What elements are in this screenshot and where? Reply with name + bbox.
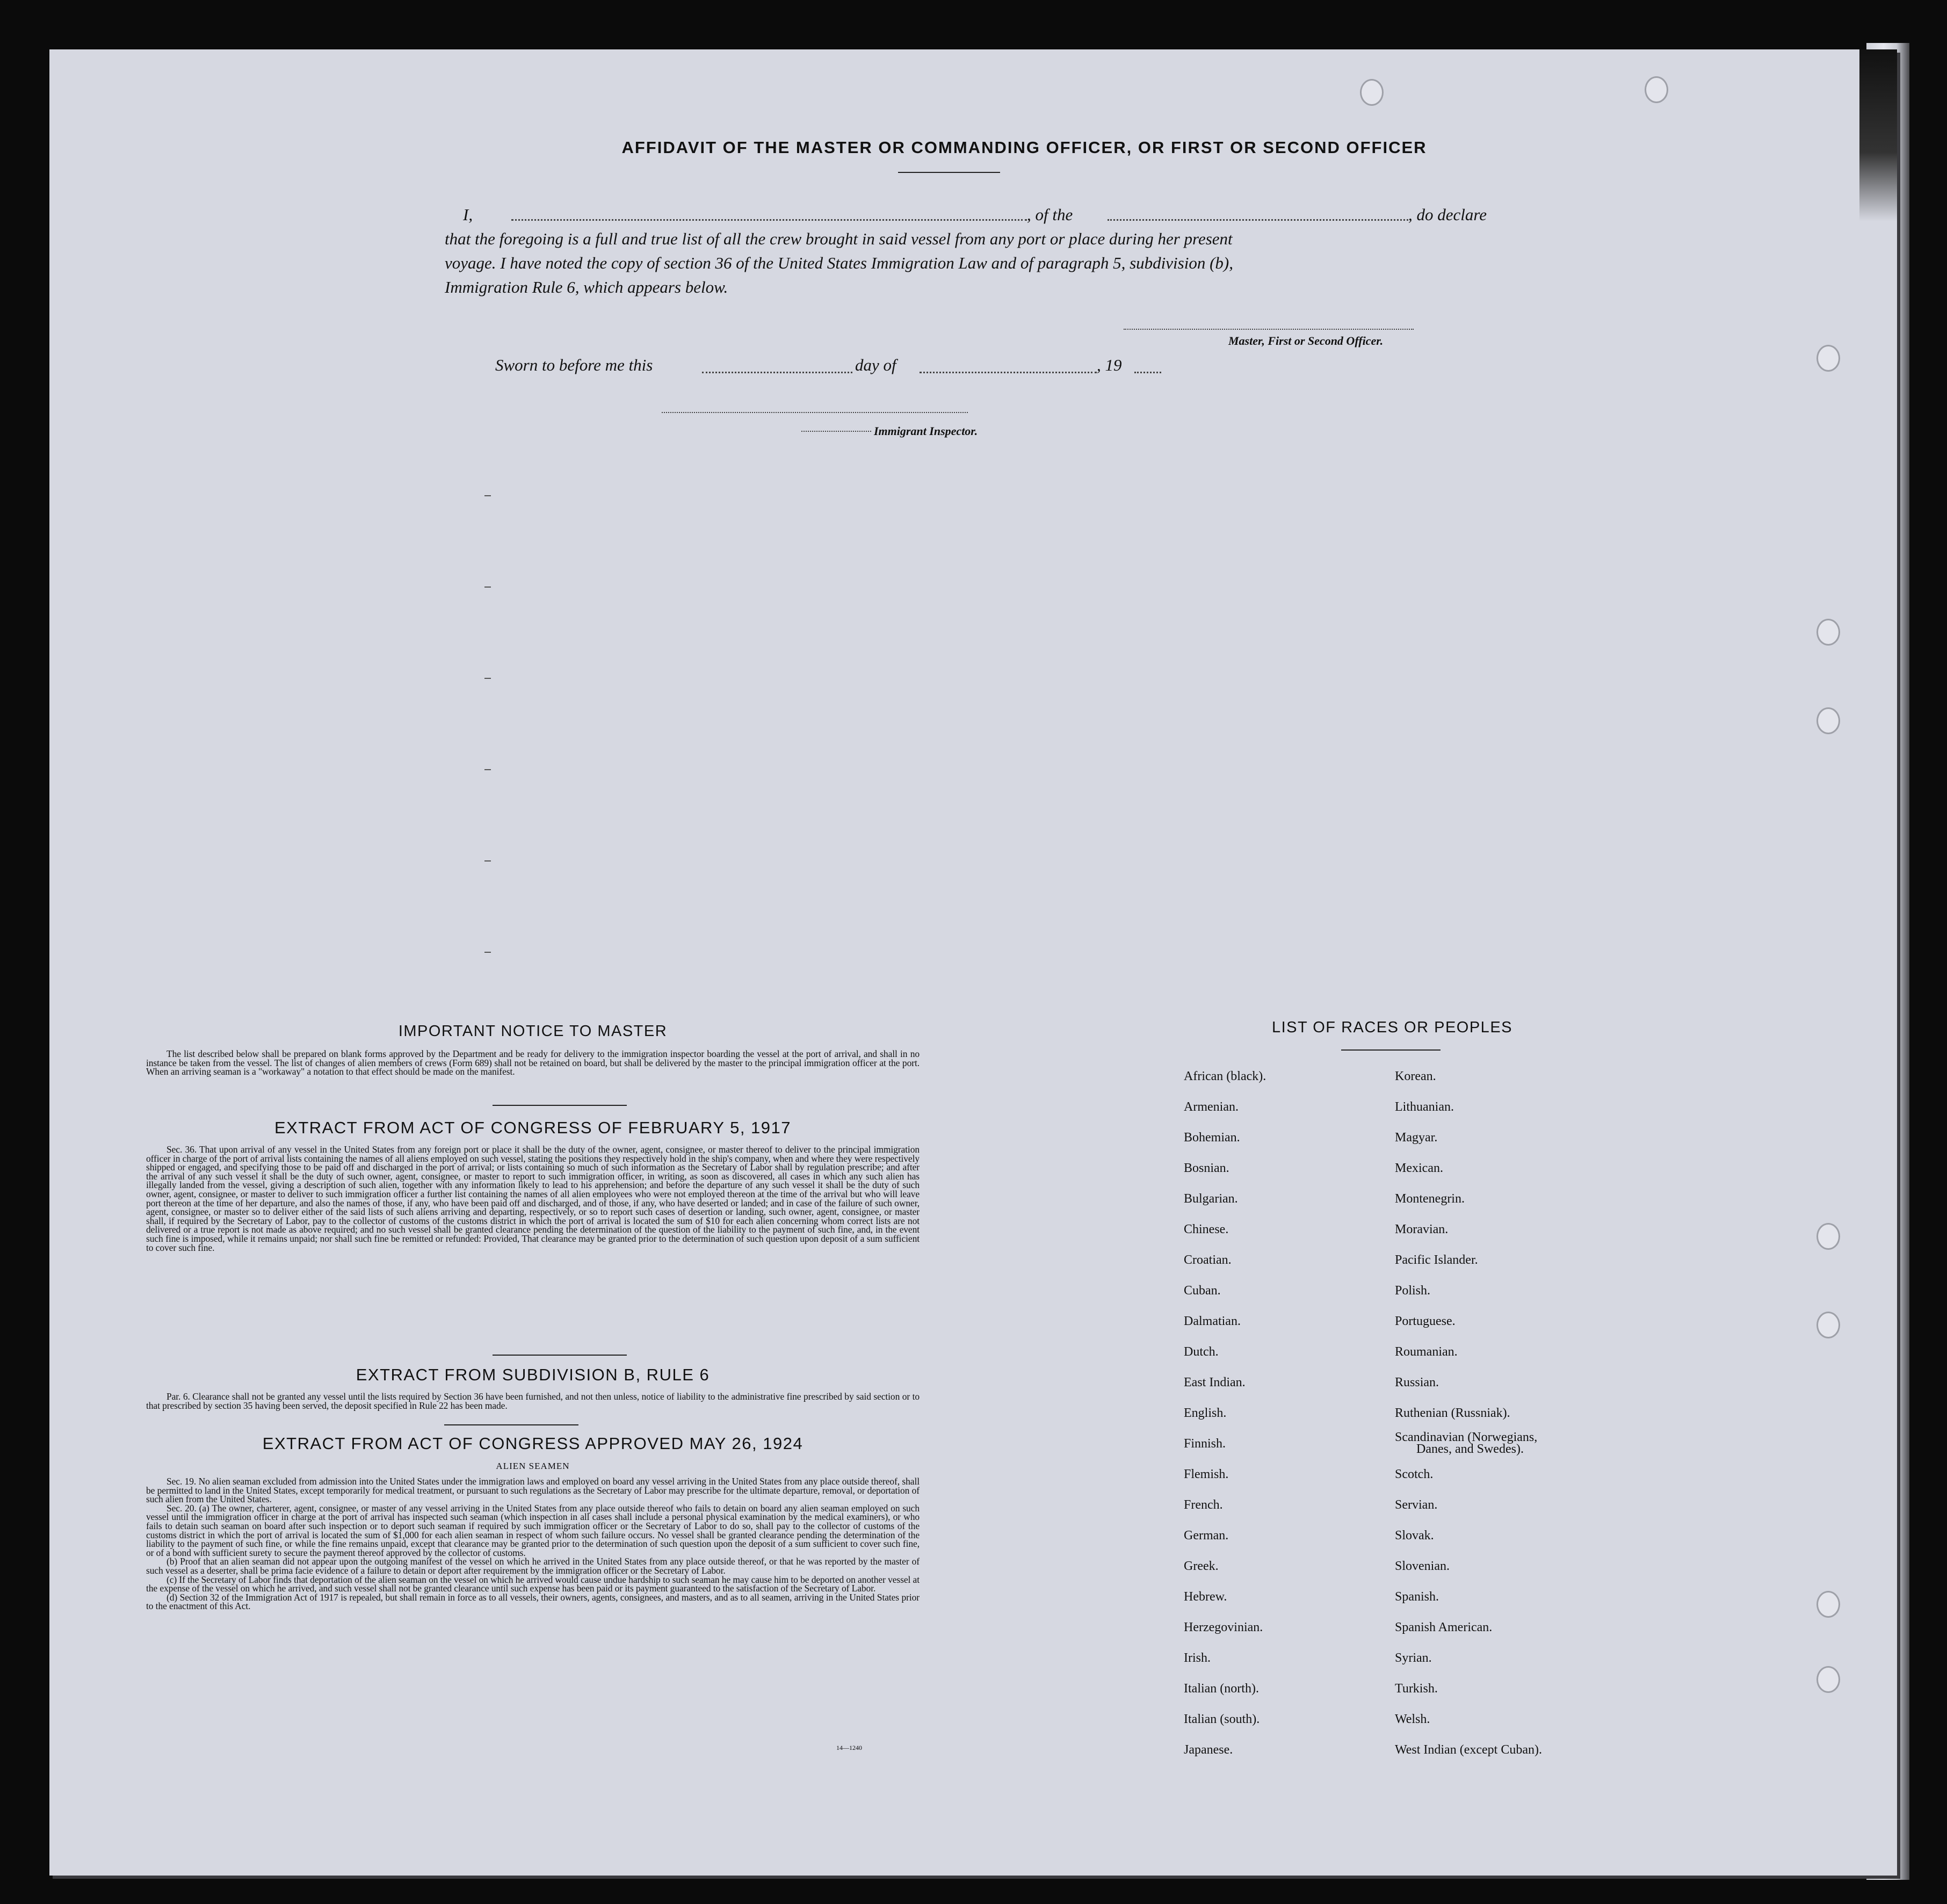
day-of-label: day of (855, 356, 896, 374)
extract-1924-paragraph: Sec. 20. (a) The owner, charterer, agent, consignee, or master of any vessel arriving in the United States from any place outside thereof who fails to detain on board any alien seaman employed on such vessel until the immigration officer in charge at the port of arrival has inspected such seaman (which inspection in all cases shall include a personal physical examination by the medical examiners), or who fails to detain such seaman on board after such inspection or to deport such seaman if required by such immigration officer or the Secretary of Labor to do so, shall pay to the collector of customs of the customs district in which the port of arrival is located the sum of $1,000 for each alien seaman in respect of whom such failure occurs. No vessel shall be granted clearance pending the determination of the liability to the payment of such fine, or while the fine remains unpaid, except that clearance may be granted prior to the determination of such question upon the deposit of a sum sufficient to cover such fine, or of a bond with sufficient surety to secure the payment thereof approved by the collector of customs. (146, 1502, 920, 1558)
margin-tick (484, 952, 491, 953)
race-item: Korean. (1395, 1069, 1436, 1083)
race-item: African (black). (1184, 1069, 1266, 1083)
notice-paragraph: The list described below shall be prepared on blank forms approved by the Department and be ready for delivery to the immigration inspector boarding the vessel at the port of arrival, and shall in no instance be taken from the vessel. The list of changes of alien members of crews (Form 689) shall not be retained on board, but shall be delivered by the master to the principal immigration officer at the port. When an arriving seaman is a "workaway" a notation to that effect should be made on the manifest. (146, 1048, 920, 1077)
sworn-label: Sworn to before me this (495, 356, 653, 374)
section-divider (493, 1105, 627, 1106)
race-item: Herzegovinian. (1184, 1620, 1263, 1634)
race-item: Spanish American. (1395, 1620, 1493, 1634)
race-item: Lithuanian. (1395, 1100, 1454, 1114)
race-item: Welsh. (1395, 1712, 1430, 1726)
race-item: East Indian. (1184, 1375, 1246, 1389)
race-item: Finnish. (1184, 1437, 1226, 1451)
punch-hole (1816, 619, 1840, 646)
affidavit-declare-label: , do declare (1408, 205, 1487, 224)
races-title: LIST OF RACES OR PEOPLES (1271, 1019, 1513, 1036)
inspector-signature-field[interactable] (662, 412, 968, 413)
extract-1924-paragraph: Sec. 19. No alien seaman excluded from admission into the United States under the immigration laws and employed on board any vessel arriving in the United States from any place outside thereof, shall be permitted to land in the United States, except temporarily for medical treatment, or pursuant to such regulations as the Secretary of Labor may prescribe for the ultimate departure, removal, or deportation of such alien from the United States. (146, 1476, 920, 1505)
race-item: Montenegrin. (1395, 1192, 1465, 1206)
race-item: Spanish. (1395, 1590, 1439, 1604)
vessel-field[interactable] (1108, 219, 1408, 221)
signature-field[interactable] (1124, 329, 1414, 330)
race-item: English. (1184, 1406, 1227, 1420)
extract-rule6-paragraph: Par. 6. Clearance shall not be granted any vessel until the lists required by Section 36 have been furnished, and not then unless, notice of liability to the administrative fine prescribed by said section or to that prescribed by section 35 having been served, the deposit specified in Rule 22 has been made. (146, 1391, 920, 1411)
race-item: Turkish. (1395, 1682, 1438, 1696)
race-item: Scotch. (1395, 1467, 1434, 1481)
race-item: Slovak. (1395, 1529, 1434, 1543)
affidavit-i-label: I, (463, 205, 473, 224)
affidavit-body-line1: that the foregoing is a full and true list of all the crew brought in said vessel from any port or place during her present (445, 229, 1233, 248)
document-page (49, 49, 1897, 1876)
race-item-text: Scandinavian (Norwegians, (1395, 1430, 1538, 1444)
races-right-column (1395, 1070, 1542, 1774)
race-item: Servian. (1395, 1498, 1438, 1512)
race-item: German. (1184, 1529, 1229, 1543)
race-item: Irish. (1184, 1651, 1211, 1665)
extract-1917-paragraph: Sec. 36. That upon arrival of any vessel in the United States from any foreign port or place it shall be the duty of the owner, agent, consignee, or master thereof to deliver to the principal immigration officer in charge of the port of arrival lists containing the names of all aliens employed on such vessel, stating the positions they respectively hold in the ship's company, when and where they were respectively shipped or engaged, and specifying those to be paid off and discharged in the port of arrival; or lists containing so much of such information as the Secretary of Labor shall by regulation prescribe; and after the arrival of any such vessel it shall be the duty of such owner, agent, consignee, or master to report to such immigration officer, in writing, as soon as discovered, all cases in which any such alien has illegally landed from the vessel, giving a description of such alien, together with any information likely to lead to his apprehension; and before the departure of any such vessel it shall be the duty of such owner, agent, consignee, or master to deliver to such immigration officer a further list containing the names of all alien employees who were not employed thereon at the time of the arrival but who will leave port thereon at the time of her departure, and also the names of those, if any, who have been paid off and discharged, and of those, if any, who have deserted or landed; and in case of the failure of such owner, agent, consignee, or master so to deliver either of the said lists of such aliens arriving and departing, respectively, or so to report such cases of desertion or landing, such owner, agent, consignee, or master shall, if required by the Secretary of Labor, pay to the collector of customs of the customs district in which the port of arrival is located the sum of $10 for each alien concerning whom correct lists are not delivered or a true report is not made as above required; and no such vessel shall be granted clearance pending the determination of the question of the liability to the payment of such fine, and, in the event such fine is imposed, while it remains unpaid; nor shall such fine be remitted or refunded: Provided, That clearance may be granted prior to the determination of such question upon deposit of a sum sufficient to cover such fine. (146, 1144, 920, 1253)
races-title-rule (1341, 1049, 1441, 1051)
extract-rule6-text (146, 1392, 920, 1410)
notice-text (146, 1049, 920, 1076)
punch-hole (1816, 1666, 1840, 1693)
signature-caption: Master, First or Second Officer. (1228, 334, 1384, 348)
affidavit-title-rule (898, 172, 1000, 173)
race-item: Dalmatian. (1184, 1314, 1241, 1328)
race-item: Pacific Islander. (1395, 1253, 1478, 1267)
race-item: Ruthenian (Russniak). (1395, 1406, 1510, 1420)
race-item: Syrian. (1395, 1651, 1432, 1665)
race-item: Slovenian. (1395, 1559, 1450, 1573)
race-item: French. (1184, 1498, 1223, 1512)
margin-tick (484, 495, 491, 496)
race-item: Hebrew. (1184, 1590, 1227, 1604)
race-item: Japanese. (1184, 1743, 1233, 1757)
races-left-column (1184, 1070, 1266, 1774)
affidavit-title: AFFIDAVIT OF THE MASTER OR COMMANDING OFFICER, OR FIRST OR SECOND OFFICER (621, 138, 1427, 157)
race-item: Armenian. (1184, 1100, 1239, 1114)
race-item: Portuguese. (1395, 1314, 1456, 1328)
extract-1924-text (146, 1477, 920, 1611)
race-item: Cuban. (1184, 1284, 1221, 1298)
year-label: , 19 (1097, 356, 1122, 374)
extract-1924-paragraph: (b) Proof that an alien seaman did not appear upon the outgoing manifest of the vessel on which he arrived in the United States from any place outside thereof, or that he was reported by the master of such vessel as a deserter, shall be prima facie evidence of a failure to detain or deport after requirement by the immigration officer or the Secretary of Labor. (146, 1556, 920, 1576)
notice-title: IMPORTANT NOTICE TO MASTER (398, 1023, 668, 1040)
race-item: Bosnian. (1184, 1161, 1229, 1175)
inspector-caption-line (801, 431, 871, 432)
section-divider (444, 1424, 578, 1425)
margin-tick (484, 769, 491, 770)
extract-1924-title: EXTRACT FROM ACT OF CONGRESS APPROVED MAY 26, 1924 (262, 1434, 804, 1453)
extract-1924-subtitle: ALIEN SEAMEN (496, 1461, 570, 1471)
race-item: Mexican. (1395, 1161, 1443, 1175)
race-item (1395, 1430, 1542, 1468)
sworn-year-field[interactable] (1134, 372, 1161, 373)
name-field[interactable] (511, 219, 1027, 221)
race-item: Croatian. (1184, 1253, 1232, 1267)
punch-hole (1816, 707, 1840, 734)
extract-1924-paragraph: (d) Section 32 of the Immigration Act of 1917 is repealed, but shall remain in force as to all vessels, their owners, agents, consignees, and masters, and as to all seamen, arriving in the United States prior to the enactment of this Act. (146, 1591, 920, 1612)
sworn-day-field[interactable] (702, 372, 852, 373)
race-item: Bohemian. (1184, 1131, 1240, 1145)
inspector-caption: Immigrant Inspector. (874, 424, 978, 438)
race-item: Roumanian. (1395, 1345, 1458, 1359)
affidavit-body-line2: voyage. I have noted the copy of section 36 of the United States Immigration Law and of paragraph 5, subdivision (b), (445, 254, 1233, 272)
race-item: Flemish. (1184, 1467, 1229, 1481)
section-divider (493, 1355, 627, 1356)
extract-1917-text (146, 1145, 920, 1252)
extract-rule6-title: EXTRACT FROM SUBDIVISION B, RULE 6 (356, 1365, 710, 1384)
extract-1917-title: EXTRACT FROM ACT OF CONGRESS OF FEBRUARY 5, 1917 (274, 1118, 792, 1137)
race-item: Russian. (1395, 1375, 1439, 1389)
affidavit-of-the-label: , of the (1027, 205, 1073, 224)
margin-tick (484, 587, 491, 588)
race-item-continuation: Danes, and Swedes). (1416, 1442, 1524, 1456)
affidavit-body-line3: Immigration Rule 6, which appears below. (445, 278, 728, 296)
scan-shadow (1859, 49, 1897, 221)
punch-hole (1816, 1312, 1840, 1338)
form-number: 14—1240 (836, 1744, 862, 1751)
race-item: Chinese. (1184, 1222, 1229, 1236)
race-item: West Indian (except Cuban). (1395, 1743, 1542, 1757)
race-item: Greek. (1184, 1559, 1219, 1573)
race-item: Italian (north). (1184, 1682, 1259, 1696)
race-item: Italian (south). (1184, 1712, 1260, 1726)
punch-hole (1645, 76, 1668, 103)
margin-tick (484, 678, 491, 679)
punch-hole (1816, 1591, 1840, 1618)
race-item: Magyar. (1395, 1131, 1438, 1145)
margin-tick (484, 860, 491, 861)
race-item: Bulgarian. (1184, 1192, 1238, 1206)
race-item: Moravian. (1395, 1222, 1449, 1236)
punch-hole (1816, 345, 1840, 372)
sworn-month-field[interactable] (920, 372, 1097, 373)
punch-hole (1816, 1223, 1840, 1250)
punch-hole (1360, 79, 1384, 106)
race-item: Polish. (1395, 1284, 1431, 1298)
extract-1924-paragraph: (c) If the Secretary of Labor finds that deportation of the alien seaman on the vessel on which he arrived would cause undue hardship to such seaman he may cause him to be deported on another vessel at the expense of the vessel on which he arrived, and such vessel shall not be granted clearance until such expense has been paid or its payment guaranteed to the satisfaction of the Secretary of Labor. (146, 1574, 920, 1594)
race-item: Dutch. (1184, 1345, 1219, 1359)
